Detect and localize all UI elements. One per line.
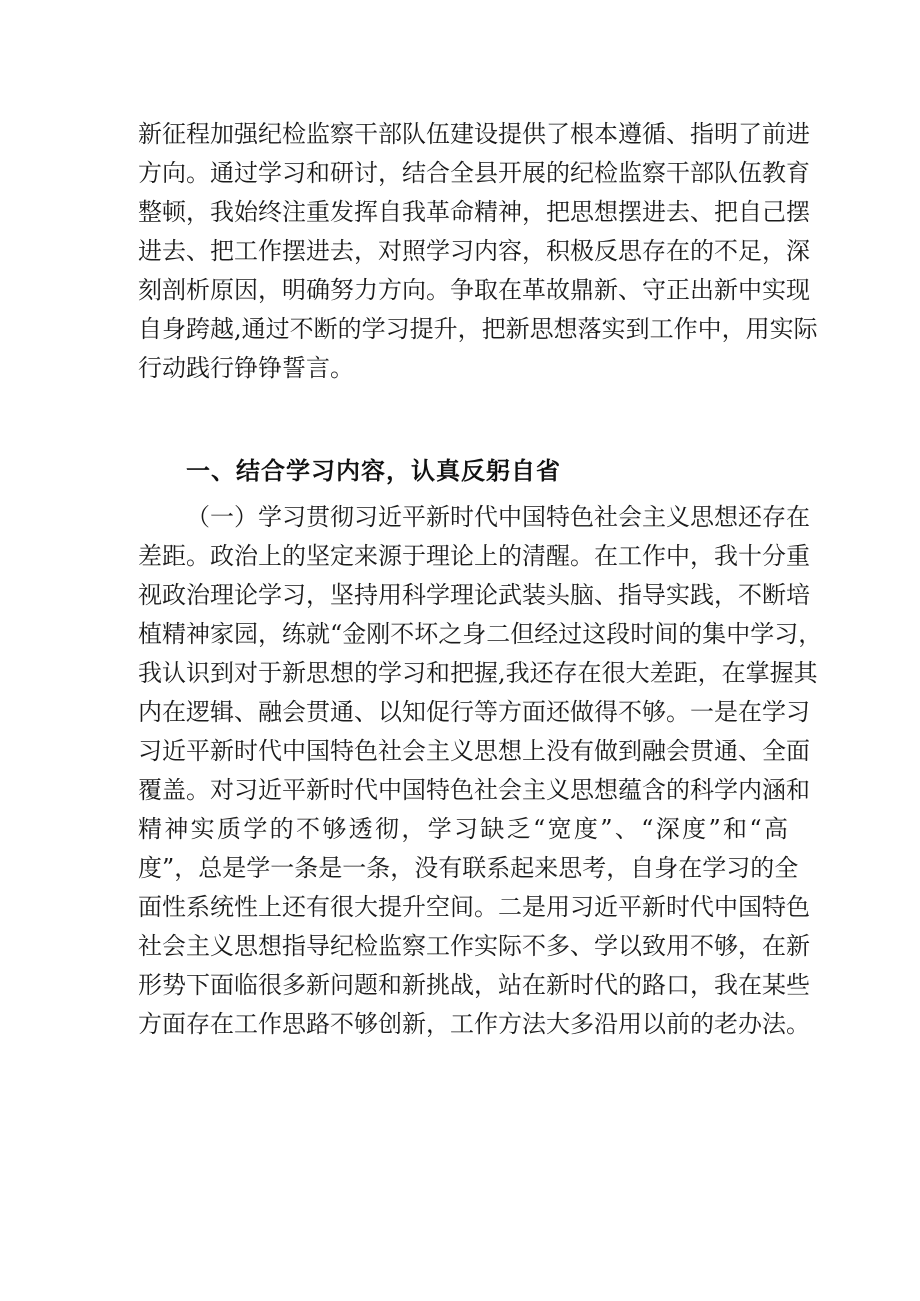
section-heading: 一、结合学习内容，认真反躬自省 bbox=[186, 457, 561, 485]
section-line-7: 习近平新时代中国特色社会主义思想上没有做到融会贯通、全面 bbox=[138, 737, 810, 765]
section-line-5: 我认识到对于新思想的学习和把握,我还存在很大差距，在掌握其 bbox=[138, 659, 818, 687]
section-line-3: 视政治理论学习，坚持用科学理论武装头脑、指导实践，不断培 bbox=[138, 581, 810, 609]
intro-line-3: 整顿，我始终注重发挥自我革命精神，把思想摆进去、把自己摆 bbox=[138, 198, 810, 226]
section-paragraph bbox=[138, 498, 823, 1044]
intro-line-4: 进去、把工作摆进去，对照学习内容，积极反思存在的不足，深 bbox=[138, 237, 810, 265]
section-line-14: 方面存在工作思路不够创新，工作方法大多沿用以前的老办法。 bbox=[138, 1010, 810, 1038]
section-line-8: 覆盖。对习近平新时代中国特色社会主义思想蕴含的科学内涵和 bbox=[138, 776, 810, 804]
intro-paragraph bbox=[138, 115, 818, 388]
intro-line-7: 行动践行铮铮誓言。 bbox=[138, 354, 354, 382]
section-line-6: 内在逻辑、融会贯通、以知促行等方面还做得不够。一是在学习 bbox=[138, 698, 810, 726]
section-line-2: 差距。政治上的坚定来源于理论上的清醒。在工作中，我十分重 bbox=[138, 542, 810, 570]
section-line-12: 社会主义思想指导纪检监察工作实际不多、学以致用不够，在新 bbox=[138, 932, 810, 960]
intro-line-5: 刻剖析原因，明确努力方向。争取在革故鼎新、守正出新中实现 bbox=[138, 276, 810, 304]
intro-line-1: 新征程加强纪检监察干部队伍建设提供了根本遵循、指明了前进 bbox=[138, 120, 810, 148]
section-line-13: 形势下面临很多新问题和新挑战，站在新时代的路口，我在某些 bbox=[138, 971, 810, 999]
intro-line-2: 方向。通过学习和研讨，结合全县开展的纪检监察干部队伍教育 bbox=[138, 159, 810, 187]
section-line-11: 面性系统性上还有很大提升空间。二是用习近平新时代中国特色 bbox=[138, 893, 810, 921]
section-line-1: （一）学习贯彻习近平新时代中国特色社会主义思想还存在 bbox=[186, 503, 810, 531]
intro-line-6: 自身跨越,通过不断的学习提升，把新思想落实到工作中，用实际 bbox=[138, 315, 818, 343]
section-line-9: 精神实质学的不够透彻，学习缺乏“宽度”、“深度”和“高 bbox=[138, 815, 788, 843]
section-line-4: 植精神家园，练就“金刚不坏之身二但经过这段时间的集中学习， bbox=[138, 620, 823, 648]
section-line-10: 度”，总是学一条是一条，没有联系起来思考，自身在学习的全 bbox=[138, 854, 799, 882]
